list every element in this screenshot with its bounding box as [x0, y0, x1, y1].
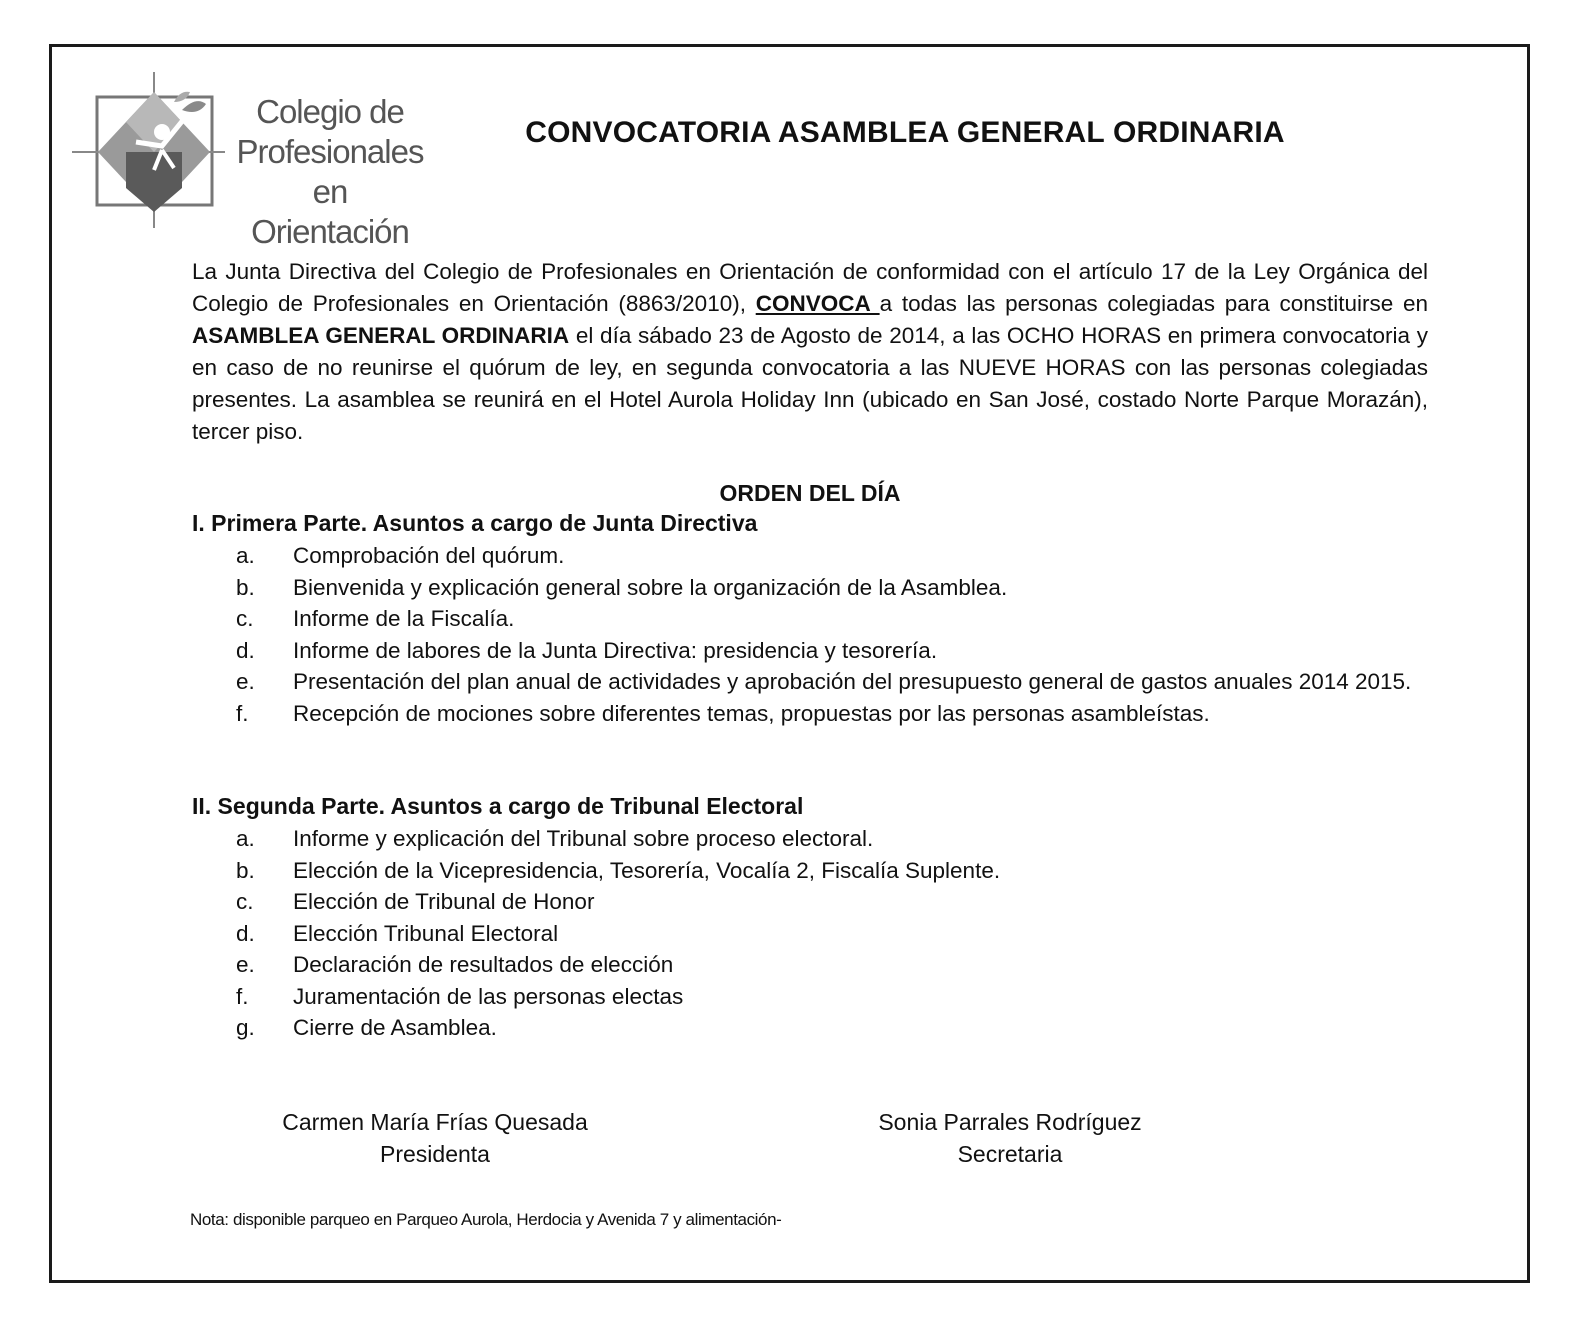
list-item-text: Informe de la Fiscalía. [293, 606, 515, 631]
list-item-text: Informe de labores de la Junta Directiva: presidencia y tesorería. [293, 637, 938, 663]
list-item [236, 635, 1428, 667]
list-item-text: Presentación del plan anual de actividades y aprobación del presupuesto general de gastos anuales 2014 2015. [293, 669, 1412, 694]
colegio-logo-icon [70, 70, 230, 230]
signature-president [280, 1106, 590, 1170]
list-item-letter: a. [236, 543, 255, 568]
list-item-text: Recepción de mociones sobre diferentes temas, propuestas por las personas asambleístas. [293, 700, 1210, 726]
section-1-heading: I. Primera Parte. Asuntos a cargo de Junta Directiva [192, 510, 758, 536]
logo-wordmark [235, 92, 425, 252]
signature-name: Sonia Parrales Rodríguez [878, 1109, 1142, 1135]
list-item-text: Declaración de resultados de elección [293, 952, 674, 977]
list-item-letter: d. [236, 637, 255, 663]
list-item [236, 540, 1428, 572]
list-item-letter: f. [236, 983, 249, 1009]
list-item-text: Bienvenida y explicación general sobre la organización de la Asamblea. [293, 574, 1008, 600]
logo-line-1: Colegio de [256, 93, 404, 130]
list-item [236, 666, 1428, 698]
intro-part-2: a todas las personas colegiadas para constituirse en [879, 291, 1428, 316]
signature-role: Presidenta [380, 1141, 490, 1167]
agenda-title: ORDEN DEL DÍA [719, 480, 901, 506]
convoca-word: CONVOCA [755, 291, 880, 316]
signature-secretary [860, 1106, 1160, 1170]
list-item-text: Informe y explicación del Tribunal sobre proceso electoral. [293, 826, 874, 851]
list-item [236, 949, 1428, 981]
list-item-letter: a. [236, 826, 255, 851]
footer-note: Nota: disponible parqueo en Parqueo Aurola, Herdocia y Avenida 7 y alimentación- [190, 1210, 782, 1229]
list-item [236, 572, 1428, 604]
list-item-letter: e. [236, 669, 255, 694]
list-item [236, 918, 1428, 950]
signature-role: Secretaria [957, 1141, 1063, 1167]
list-item-text: Cierre de Asamblea. [293, 1015, 497, 1040]
list-item-letter: f. [236, 700, 249, 726]
intro-part-1: La Junta Directiva del Colegio de Profesionales en Orientación de conformidad con el artículo 17 de la Ley Orgánica del Colegio de Profesionales en Orientación (8863/2010), [192, 259, 1428, 316]
list-item [236, 886, 1428, 918]
section-1-list [236, 540, 1428, 729]
section-2-list [236, 823, 1428, 1044]
list-item [236, 855, 1428, 887]
list-item-letter: e. [236, 952, 255, 977]
document-title: CONVOCATORIA ASAMBLEA GENERAL ORDINARIA [525, 116, 1285, 149]
list-item [236, 1012, 1428, 1044]
list-item-text: Elección de Tribunal de Honor [293, 889, 595, 914]
list-item-letter: b. [236, 574, 255, 600]
list-item-text: Elección Tribunal Electoral [293, 920, 559, 946]
list-item [236, 823, 1428, 855]
section-2-heading: II. Segunda Parte. Asuntos a cargo de Tribunal Electoral [192, 793, 804, 819]
list-item [236, 603, 1428, 635]
list-item-text: Comprobación del quórum. [293, 543, 565, 568]
list-item-letter: g. [236, 1015, 255, 1040]
intro-paragraph [192, 256, 1428, 448]
list-item [236, 981, 1428, 1013]
list-item-letter: d. [236, 920, 255, 946]
signature-name: Carmen María Frías Quesada [282, 1109, 588, 1135]
list-item-text: Elección de la Vicepresidencia, Tesorería, Vocalía 2, Fiscalía Suplente. [293, 857, 1001, 883]
asamblea-name: ASAMBLEA GENERAL ORDINARIA [192, 323, 570, 348]
logo-line-2: Profesionales [236, 133, 424, 170]
list-item [236, 698, 1428, 730]
list-item-letter: c. [236, 889, 254, 914]
list-item-text: Juramentación de las personas electas [293, 983, 684, 1009]
list-item-letter: c. [236, 606, 254, 631]
intro-part-3: el día sábado 23 de Agosto de 2014, a las OCHO HORAS en primera convocatoria y en caso de no reunirse el quórum de ley, en segunda convocatoria a las NUEVE HORAS con las personas colegiadas presentes. La asamblea se reunirá en el Hotel Aurola Holiday Inn (ubicado en San José, costado Norte Parque Morazán), tercer piso. [192, 323, 1428, 444]
logo-line-3: en Orientación [251, 173, 409, 250]
list-item-letter: b. [236, 857, 255, 883]
